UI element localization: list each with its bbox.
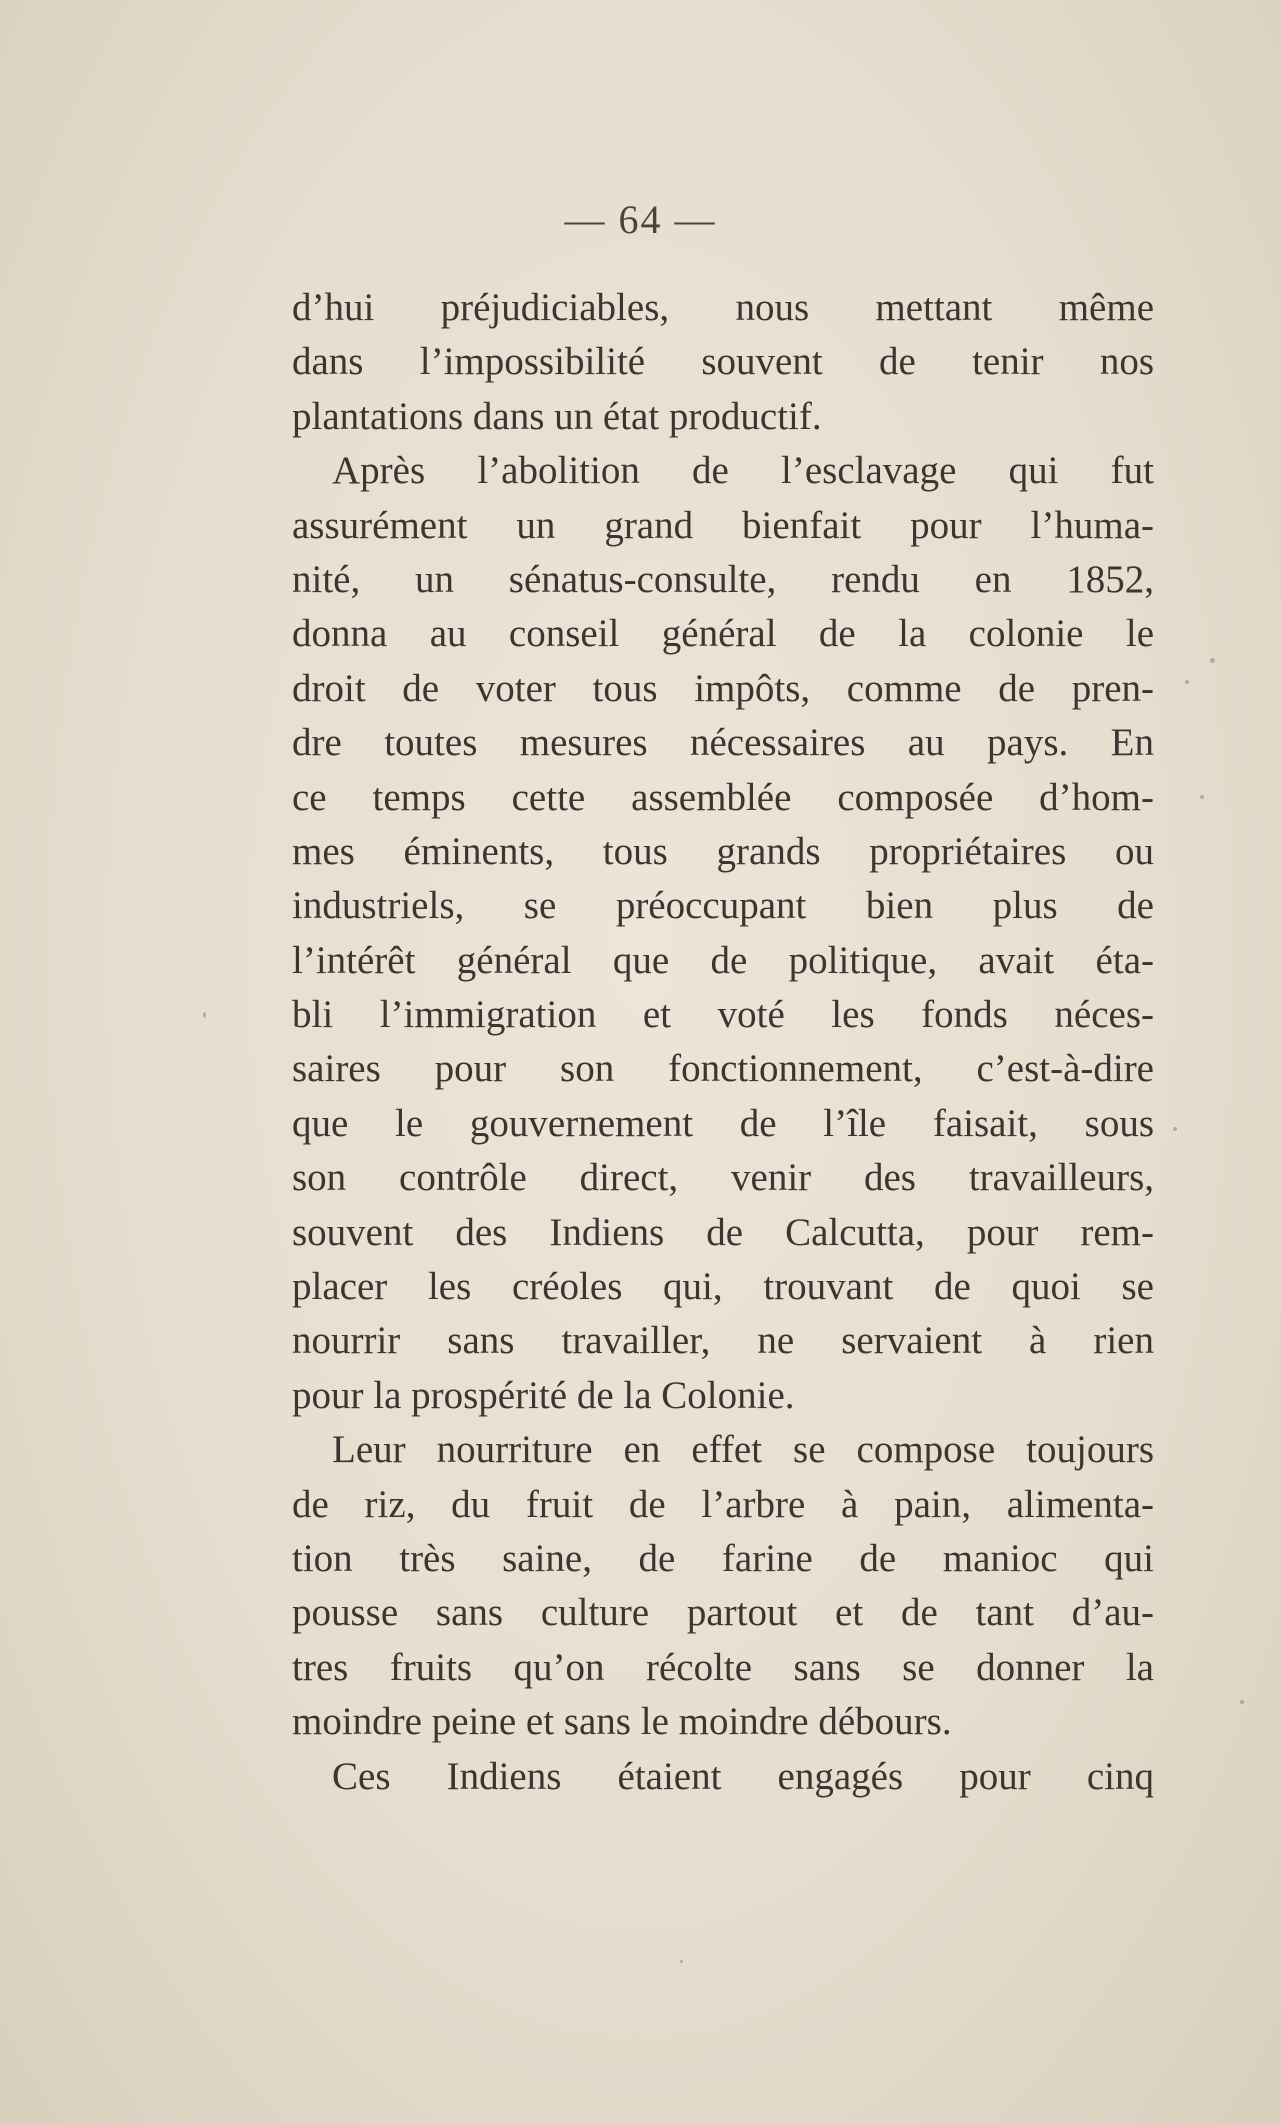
text-line: dre toutes mesures nécessaires au pays. En <box>292 721 1154 765</box>
paper-speck <box>680 1960 683 1963</box>
text-line: droit de voter tous impôts, comme de pren- <box>292 666 1154 710</box>
paper-speck <box>1200 795 1204 799</box>
text-line: placer les créoles qui, trouvant de quoi se <box>292 1265 1154 1309</box>
text-line: tres fruits qu’on récolte sans se donner la <box>292 1645 1154 1689</box>
text-line: ce temps cette assemblée composée d’hom- <box>292 775 1154 819</box>
body-text <box>292 281 1154 1804</box>
text-line: que le gouvernement de l’île faisait, sous <box>292 1101 1154 1145</box>
text-line: son contrôle direct, venir des travailleurs, <box>292 1156 1154 1200</box>
paper-speck <box>1185 680 1189 684</box>
text-line: bli l’immigration et voté les fonds néces- <box>292 993 1154 1037</box>
text-line: assurément un grand bienfait pour l’huma- <box>292 503 1154 547</box>
text-line: pour la prospérité de la Colonie. <box>292 1373 795 1417</box>
paragraph-start-line: Leur nourriture en effet se compose toujours <box>332 1428 1154 1472</box>
text-line: plantations dans un état productif. <box>292 394 822 438</box>
text-line: tion très saine, de farine de manioc qui <box>292 1536 1154 1580</box>
text-line: dans l’impossibilité souvent de tenir nos <box>292 340 1154 384</box>
text-line: donna au conseil général de la colonie le <box>292 612 1154 656</box>
text-line: mes éminents, tous grands propriétaires ou <box>292 829 1154 873</box>
paper-speck <box>203 1012 206 1018</box>
text-line: nité, un sénatus-consulte, rendu en 1852, <box>292 557 1154 601</box>
text-line: de riz, du fruit de l’arbre à pain, alimenta- <box>292 1482 1154 1526</box>
text-line: industriels, se préoccupant bien plus de <box>292 884 1154 928</box>
text-line: souvent des Indiens de Calcutta, pour rem- <box>292 1210 1154 1254</box>
page-number: — 64 — <box>564 197 717 242</box>
text-line: d’hui préjudiciables, nous mettant même <box>292 286 1154 329</box>
paper-speck <box>1240 1700 1244 1704</box>
text-line: nourrir sans travailler, ne servaient à rien <box>292 1319 1154 1363</box>
paragraph-start-line: Après l’abolition de l’esclavage qui fut <box>332 449 1154 493</box>
text-line: moindre peine et sans le moindre débours. <box>292 1700 952 1744</box>
paper-speck <box>1173 1127 1177 1131</box>
paper-speck <box>1210 658 1215 663</box>
paragraph-start-line: Ces Indiens étaient engagés pour cinq <box>332 1754 1154 1798</box>
text-line: l’intérêt général que de politique, avait éta- <box>292 938 1154 982</box>
text-line: pousse sans culture partout et de tant d’au- <box>292 1591 1154 1635</box>
text-line: saires pour son fonctionnement, c’est-à-dire <box>292 1047 1154 1091</box>
